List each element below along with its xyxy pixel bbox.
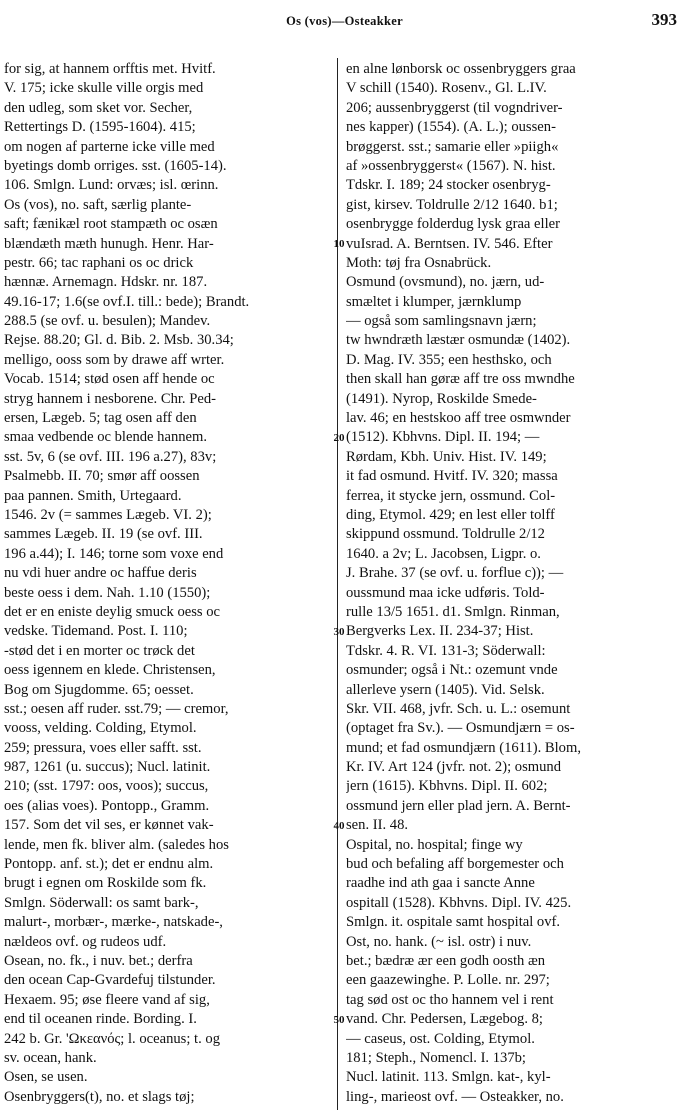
text-line: Osean, no. fk., i nuv. bet.; derfra <box>4 952 193 969</box>
text-line: Rørdam, Kbh. Univ. Hist. IV. 149; <box>346 448 547 465</box>
text-line: rulle 13/5 1651. d1. Smlgn. Rinman, <box>346 603 560 620</box>
right-column <box>346 60 682 1107</box>
text-line: pestr. 66; tac raphani os oc drick <box>4 254 194 271</box>
text-line: brugt i egnen om Roskilde som fk. <box>4 875 207 892</box>
text-line: den udleg, som sket vor. Secher, <box>4 99 193 116</box>
text-line: en alne lønborsk oc ossenbryggers graa <box>346 61 576 77</box>
text-line: bet.; bædræ ær een godh oosth æn <box>346 952 546 969</box>
text-line: skippund ossmund. Toldrulle 2/12 <box>346 526 545 543</box>
text-line: saft; fænikæl root stampæth oc osæn <box>4 216 218 233</box>
line-number: 10 <box>333 237 345 250</box>
text-line: vooss, velding. Colding, Etymol. <box>4 720 197 737</box>
text-line: ding, Etymol. 429; en lest eller tolff <box>346 506 555 523</box>
text-line: Hexaem. 95; øse fleere vand af sig, <box>4 991 210 1008</box>
text-line: Skr. VII. 468, jvfr. Sch. u. L.: osemunt <box>346 700 571 717</box>
text-line: — også som samlingsnavn jærn; <box>346 313 537 330</box>
text-line: 106. Smlgn. Lund: orvæs; isl. œrinn. <box>4 177 219 194</box>
text-line: Ost, no. hank. (~ isl. ostr) i nuv. <box>346 933 532 950</box>
text-line: nes kapper) (1554). (A. L.); oussen- <box>346 119 556 136</box>
text-line: it fad osmund. Hvitf. IV. 320; massa <box>346 468 558 485</box>
text-line: then skall han gøræ aff tre oss mwndhe <box>346 371 575 388</box>
text-line: Bergverks Lex. II. 234-37; Hist. <box>346 623 534 640</box>
text-line: tag sød ost oc tho hannem vel i rent <box>346 991 554 1008</box>
text-line: sen. II. 48. <box>346 817 409 834</box>
left-column <box>4 60 332 1107</box>
text-line: 987, 1261 (u. succus); Nucl. latinit. <box>4 759 211 776</box>
text-line: 181; Steph., Nomencl. I. 137b; <box>346 1049 526 1066</box>
text-line: smaa vedbende oc blende hannem. <box>4 429 208 446</box>
text-line: Smlgn. it. ospitale samt hospital ovf. <box>346 914 561 931</box>
text-line: 1640. a 2v; L. Jacobsen, Ligpr. o. <box>346 545 541 562</box>
text-line: ersen, Lægeb. 5; tag osen aff den <box>4 410 197 427</box>
text-line: osenbrygge folderdug lysk graa eller <box>346 216 560 233</box>
text-line: vand. Chr. Pedersen, Lægebog. 8; <box>346 1011 543 1028</box>
text-line: af »ossenbryggerst« (1567). N. hist. <box>346 157 556 174</box>
text-line: det er en eniste deylig smuck oess oc <box>4 603 221 620</box>
text-line: Tdskr. I. 189; 24 stocker osenbryg- <box>346 177 551 194</box>
text-line: (optaget fra Sv.). — Osmundjærn = os- <box>346 720 575 737</box>
text-line: Smlgn. Söderwall: os samt bark-, <box>4 894 199 911</box>
text-line: gist, kirsev. Toldrulle 2/12 1640. b1; <box>346 196 558 213</box>
text-line: -stød det i en morter oc trøck det <box>4 642 195 659</box>
text-line: tw hwndræth læstær osmundæ (1402). <box>346 332 571 349</box>
line-number: 40 <box>333 819 345 832</box>
text-line: melligo, ooss som by drawe aff wrter. <box>4 351 225 368</box>
text-line: raadhe ind ath gaa i sancte Anne <box>346 875 535 892</box>
text-line: 242 b. Gr. 'Ωκεανός; l. oceanus; t. og <box>4 1030 221 1047</box>
text-line: hænnæ. Arnemagn. Hdskr. nr. 187. <box>4 274 208 291</box>
line-number: 50 <box>333 1013 345 1026</box>
text-line: Pontopp. anf. st.); det er endnu alm. <box>4 856 214 873</box>
text-line: smæltet i klumper, jærnklump <box>346 293 522 310</box>
text-line: vuIsrad. A. Berntsen. IV. 546. Efter <box>346 235 553 252</box>
text-line: osmunder; også i Nt.: ozemunt vnde <box>346 662 558 679</box>
text-line: jern (1615). Kbhvns. Dipl. II. 602; <box>346 778 548 795</box>
line-number: 20 <box>333 431 345 444</box>
text-line: Tdskr. 4. R. VI. 131-3; Söderwall: <box>346 642 546 659</box>
text-line: sst.; oesen aff ruder. sst.79; — cremor, <box>4 700 229 717</box>
text-line: bud och befaling aff borgemester och <box>346 856 564 873</box>
text-line: 49.16-17; 1.6(se ovf.I. till.: bede); Brandt. <box>4 293 250 310</box>
text-line: beste oess i dem. Nah. 1.10 (1550); <box>4 584 211 601</box>
page-header <box>0 10 689 32</box>
text-line: ospitall (1528). Kbhvns. Dipl. IV. 425. <box>346 894 572 911</box>
text-line: malurt-, morbær-, mærke-, natskade-, <box>4 914 223 931</box>
text-line: V. 175; icke skulle ville orgis med <box>4 80 204 97</box>
text-line: 210; (sst. 1797: oos, voos); succus, <box>4 778 209 795</box>
page-number: 393 <box>651 10 677 29</box>
text-line: ling-, marieost ovf. — Osteakker, no. <box>346 1088 564 1105</box>
text-line: ossmund jern eller plad jern. A. Bernt- <box>346 797 571 814</box>
text-line: ferrea, it stycke jern, ossmund. Col- <box>346 487 556 504</box>
text-line: paa pannen. Smith, Urtegaard. <box>4 487 182 504</box>
text-line: V schill (1540). Rosenv., Gl. L.IV. <box>346 80 547 97</box>
text-line: Rejse. 88.20; Gl. d. Bib. 2. Msb. 30.34; <box>4 332 234 349</box>
text-line: nældeos ovf. og rudeos udf. <box>4 933 167 950</box>
text-line: Kr. IV. Art 124 (jvfr. not. 2); osmund <box>346 759 561 776</box>
text-line: 259; pressura, voes eller safft. sst. <box>4 739 202 756</box>
text-line: 196 a.44); I. 146; torne som voxe end <box>4 545 224 562</box>
text-line: Osen, se usen. <box>4 1069 88 1086</box>
text-line: stryg hannem i nesborene. Chr. Ped- <box>4 390 216 407</box>
text-line: 1546. 2v (= sammes Lægeb. VI. 2); <box>4 506 212 523</box>
text-line: Psalmebb. II. 70; smør aff oossen <box>4 468 200 485</box>
text-line: 206; aussenbryggerst (til vogndriver- <box>346 99 563 116</box>
text-line: allerleve ysern (1405). Vid. Selsk. <box>346 681 545 698</box>
text-line: Vocab. 1514; stød osen aff hende oc <box>4 371 215 388</box>
text-line: oussmund maa icke udføris. Told- <box>346 584 545 601</box>
text-line: 157. Som det vil ses, er kønnet vak- <box>4 817 214 834</box>
text-line: oess igennem en klede. Christensen, <box>4 662 216 679</box>
text-line: vedske. Tidemand. Post. I. 110; <box>4 623 188 640</box>
running-title: Os (vos)—Osteakker <box>286 14 403 28</box>
text-line: nu vdi huer andre oc haffue deris <box>4 565 197 582</box>
text-line: lende, men fk. bliver alm. (saledes hos <box>4 836 229 853</box>
text-line: om nogen af parterne icke ville med <box>4 138 215 155</box>
text-line: Rettertings D. (1595-1604). 415; <box>4 119 196 136</box>
text-line: J. Brahe. 37 (se ovf. u. forflue c)); — <box>346 565 564 582</box>
text-line: mund; et fad osmundjærn (1611). Blom, <box>346 739 581 756</box>
text-line: brøggerst. sst.; samarie eller »piigh« <box>346 138 559 155</box>
text-line: Ospital, no. hospital; finge wy <box>346 836 523 853</box>
text-line: blændæth mæth hunugh. Henr. Har- <box>4 235 214 252</box>
text-line: byetings domb orriges. sst. (1605-14). <box>4 157 227 174</box>
text-line: sv. ocean, hank. <box>4 1049 97 1066</box>
text-line: Nucl. latinit. 113. Smlgn. kat-, kyl- <box>346 1069 551 1086</box>
text-line: D. Mag. IV. 355; een hesthsko, och <box>346 351 552 368</box>
text-line: end til oceanen rinde. Bording. I. <box>4 1011 197 1028</box>
line-number: 30 <box>333 625 345 638</box>
text-line: — caseus, ost. Colding, Etymol. <box>346 1030 535 1047</box>
text-line: een gaazewinghe. P. Lolle. nr. 297; <box>346 972 550 989</box>
text-line: for sig, at hannem orfftis met. Hvitf. <box>4 61 216 77</box>
text-line: Osmund (ovsmund), no. jærn, ud- <box>346 274 545 291</box>
text-line: Bog om Sjugdomme. 65; oesset. <box>4 681 194 698</box>
column-divider <box>337 58 338 1110</box>
text-line: Osenbryggers(t), no. et slags tøj; <box>4 1088 195 1105</box>
text-line: Os (vos), no. saft, særlig plante- <box>4 196 192 213</box>
text-line: 288.5 (se ovf. u. besulen); Mandev. <box>4 313 211 330</box>
text-line: (1491). Nyrop, Roskilde Smede- <box>346 390 537 407</box>
text-line: den ocean Cap-Gvardefuj tilstunder. <box>4 972 216 989</box>
text-line: lav. 46; en hestskoo aff tree osmwnder <box>346 410 571 427</box>
text-line: oes (alias voes). Pontopp., Gramm. <box>4 797 210 814</box>
text-line: Moth: tøj fra Osnabrück. <box>346 254 492 271</box>
text-line: sst. 5v, 6 (se ovf. III. 196 a.27), 83v; <box>4 448 217 465</box>
text-line: (1512). Kbhvns. Dipl. II. 194; — <box>346 429 540 446</box>
text-line: sammes Lægeb. II. 19 (se ovf. III. <box>4 526 203 543</box>
